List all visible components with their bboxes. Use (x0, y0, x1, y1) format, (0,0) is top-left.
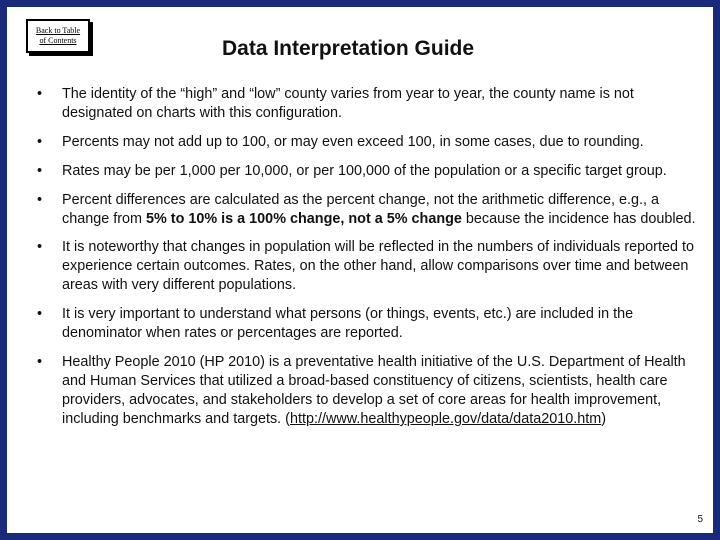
bullet-text: The identity of the “high” and “low” county varies from year to year, the county name is not designated on charts with this configuration. (62, 86, 634, 121)
bullet-text-start: Healthy People 2010 (HP 2010) is a preventative health initiative of the U.S. Department of Health and Human Services that utilized a broad-based constituency of citizens, scientists, health care providers, advocates, and stakeholders to develop a set of core areas for health improvement, including benchmarks and targets. ( (62, 354, 686, 427)
back-link-line-2: of Contents (39, 36, 77, 45)
bullet-text-emphasis: 5% to 10% is a 100% change, not a 5% change (146, 211, 462, 227)
bullet-icon: • (37, 354, 43, 370)
bullet-icon: • (37, 239, 43, 255)
bullet-text-end: because the incidence has doubled. (461, 211, 696, 227)
bullet-icon: • (37, 163, 43, 179)
healthy-people-link[interactable]: http://www.healthypeople.gov/data/data2010.htm (289, 411, 602, 427)
bullet-icon: • (37, 192, 43, 208)
page-number: 5 (697, 514, 703, 525)
list-item (33, 133, 703, 152)
bullet-text: Rates may be per 1,000 per 10,000, or per 100,000 of the population or a specific target group. (62, 163, 667, 179)
bullet-text-start: Percent differences are calculated as the percent change, not the arithmetic difference, e.g., a change from (62, 192, 660, 227)
list-item (33, 85, 703, 123)
page-title: Data Interpretation Guide (222, 37, 475, 60)
back-link-line-1: Back to Table (35, 26, 81, 35)
guide-bullet-list (33, 85, 703, 439)
bullet-icon: • (37, 306, 43, 322)
bullet-text-end: ) (601, 411, 606, 427)
bullet-text: It is very important to understand what persons (or things, events, etc.) are included in the denominator when rates or percentages are reported. (62, 306, 634, 341)
bullet-text: Percents may not add up to 100, or may even exceed 100, in some cases, due to rounding. (62, 134, 644, 150)
list-item (33, 191, 703, 229)
list-item (33, 305, 703, 343)
back-to-toc-button[interactable] (26, 19, 90, 53)
list-item (33, 353, 703, 429)
list-item (33, 162, 703, 181)
list-item (33, 238, 703, 295)
bullet-text: It is noteworthy that changes in population will be reflected in the numbers of individuals reported to experience certain outcomes. Rates, on the other hand, allow comparisons over time and between areas with very different populations. (62, 239, 694, 293)
bullet-icon: • (37, 86, 43, 102)
bullet-icon: • (37, 134, 43, 150)
